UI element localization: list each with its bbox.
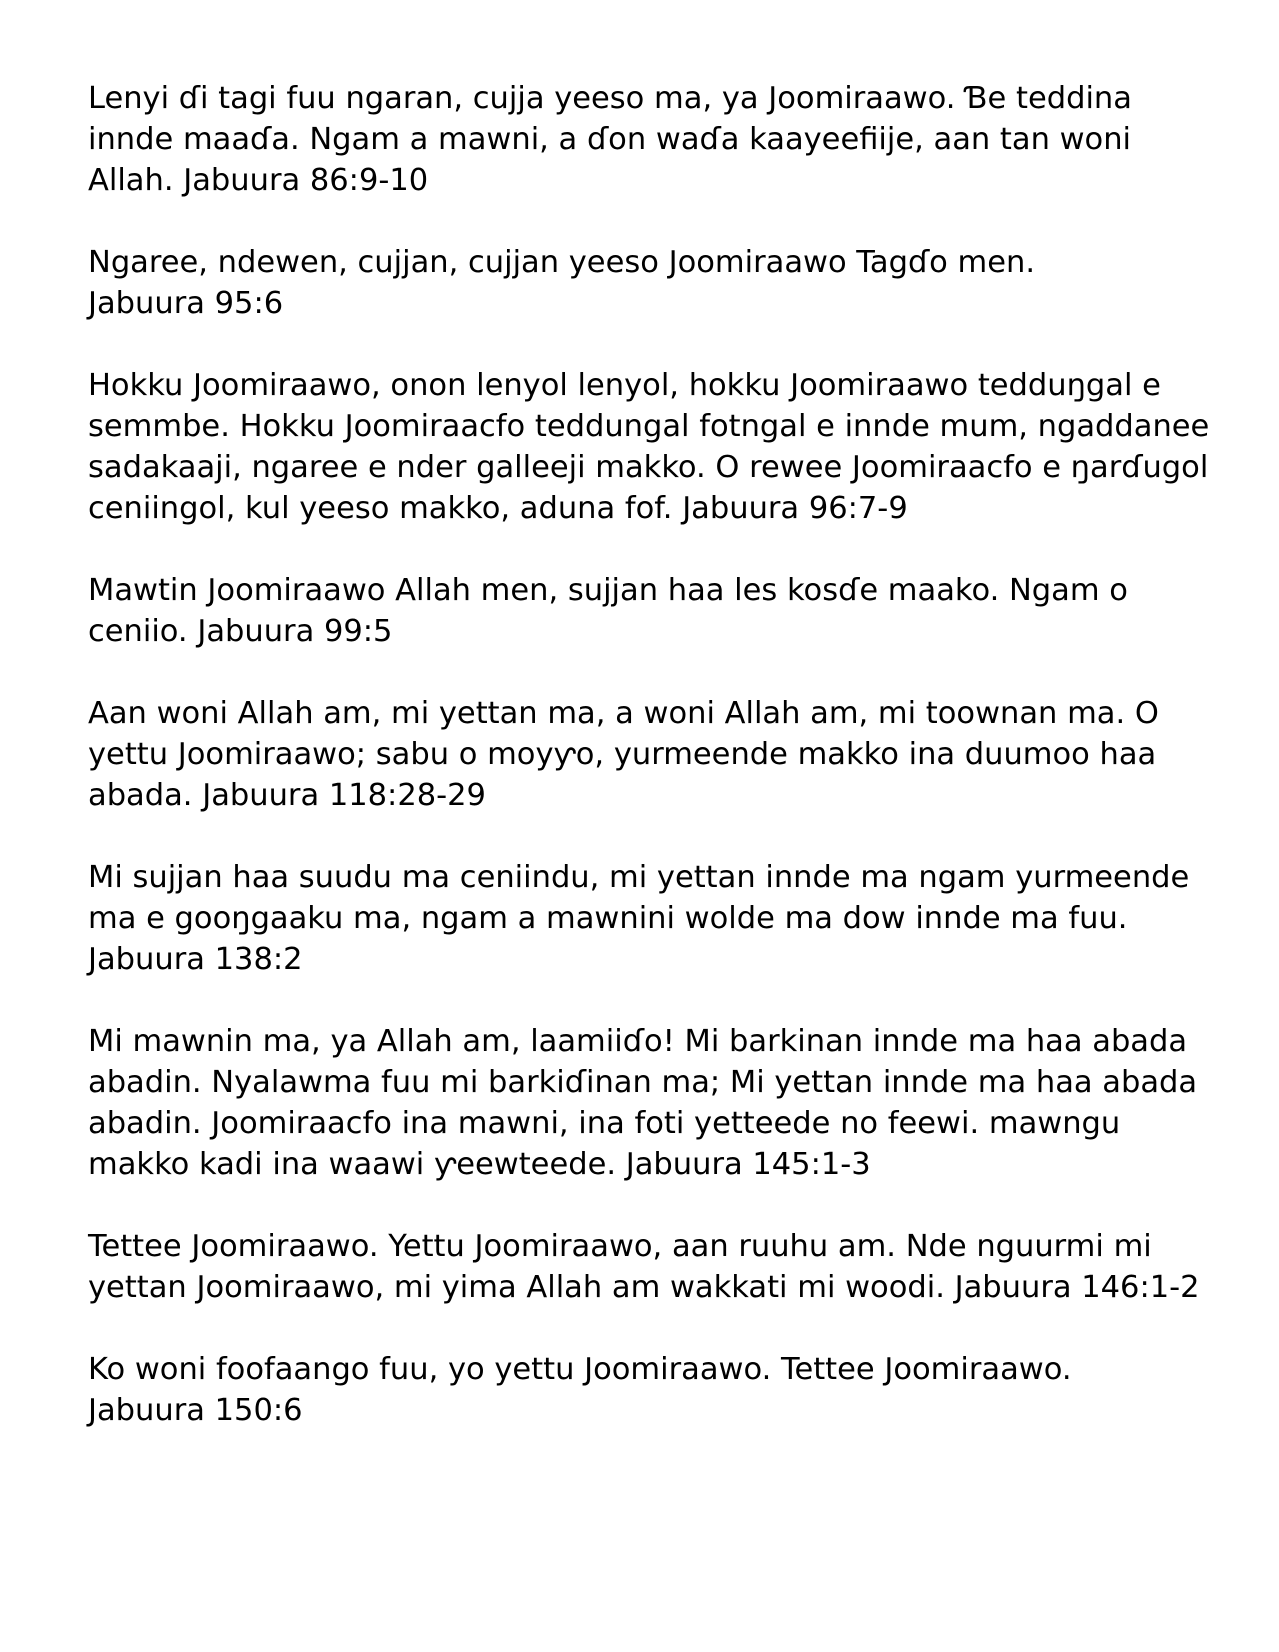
verse-paragraph xyxy=(88,570,1218,652)
verse-paragraph xyxy=(88,242,1218,324)
verse-reference: Jabuura 146:1-2 xyxy=(954,1270,1200,1305)
verse-paragraph xyxy=(88,1226,1218,1308)
verse-text: Ngaree, ndewen, cujjan, cujjan yeeso Joomiraawo Tagɗo men. xyxy=(88,245,1036,280)
verse-reference: Jabuura 99:5 xyxy=(197,614,393,649)
verse-paragraph xyxy=(88,365,1218,529)
verse-text: Hokku Joomiraawo, onon lenyol lenyol, hokku Joomiraawo tedduŋgal e semmbe. Hokku Joomiraacfo teddungal fotngal e innde mum, ngaddanee sadakaaji, ngaree e nder galleeji makko. O rewee Joomiraacfo e ŋarɗugol ceniingol, kul yeeso makko, aduna fof. xyxy=(88,368,1210,526)
verse-paragraph xyxy=(88,857,1218,980)
verse-text: Tettee Joomiraawo. Yettu Joomiraawo, aan ruuhu am. Nde nguurmi mi yettan Joomiraawo, mi yima Allah am wakkati mi woodi. xyxy=(88,1229,1152,1305)
verse-reference: Jabuura 118:28-29 xyxy=(202,778,486,813)
verse-reference: Jabuura 86:9-10 xyxy=(183,163,429,198)
verse-paragraph xyxy=(88,693,1218,816)
verse-paragraph xyxy=(88,1021,1218,1185)
verse-reference: Jabuura 95:6 xyxy=(88,286,284,321)
verse-reference: Jabuura 96:7-9 xyxy=(682,491,908,526)
verse-paragraph xyxy=(88,78,1218,201)
verse-text: Aan woni Allah am, mi yettan ma, a woni Allah am, mi toownan ma. O yettu Joomiraawo; sabu o moyƴo, yurmeende makko ina duumoo haa abada. xyxy=(88,696,1159,813)
document-page xyxy=(88,78,1218,1431)
verse-text: Lenyi ɗi tagi fuu ngaran, cujja yeeso ma, ya Joomiraawo. Ɓe teddina innde maaɗa. Ngam a mawni, a ɗon waɗa kaayeefiije, aan tan woni Allah. xyxy=(88,81,1132,198)
verse-text: Ko woni foofaango fuu, yo yettu Joomiraawo. Tettee Joomiraawo. xyxy=(88,1352,1072,1387)
verse-text: Mi sujjan haa suudu ma ceniindu, mi yettan innde ma ngam yurmeende ma e gooŋgaaku ma, ngam a mawnini wolde ma dow innde ma fuu. xyxy=(88,860,1190,936)
verse-paragraph xyxy=(88,1349,1218,1431)
verse-text: Mawtin Joomiraawo Allah men, sujjan haa les kosɗe maako. Ngam o ceniio. xyxy=(88,573,1128,649)
verse-text: Mi mawnin ma, ya Allah am, laamiiɗo! Mi barkinan innde ma haa abada abadin. Nyalawma fuu mi barkiɗinan ma; Mi yettan innde ma haa abada abadin. Joomiraacfo ina mawni, ina foti yetteede no feewi. mawngu makko kadi ina waawi ƴeewteede. xyxy=(88,1024,1198,1182)
verse-reference: Jabuura 145:1-3 xyxy=(625,1147,871,1182)
verse-reference: Jabuura 150:6 xyxy=(88,1393,303,1428)
verse-reference: Jabuura 138:2 xyxy=(88,942,303,977)
